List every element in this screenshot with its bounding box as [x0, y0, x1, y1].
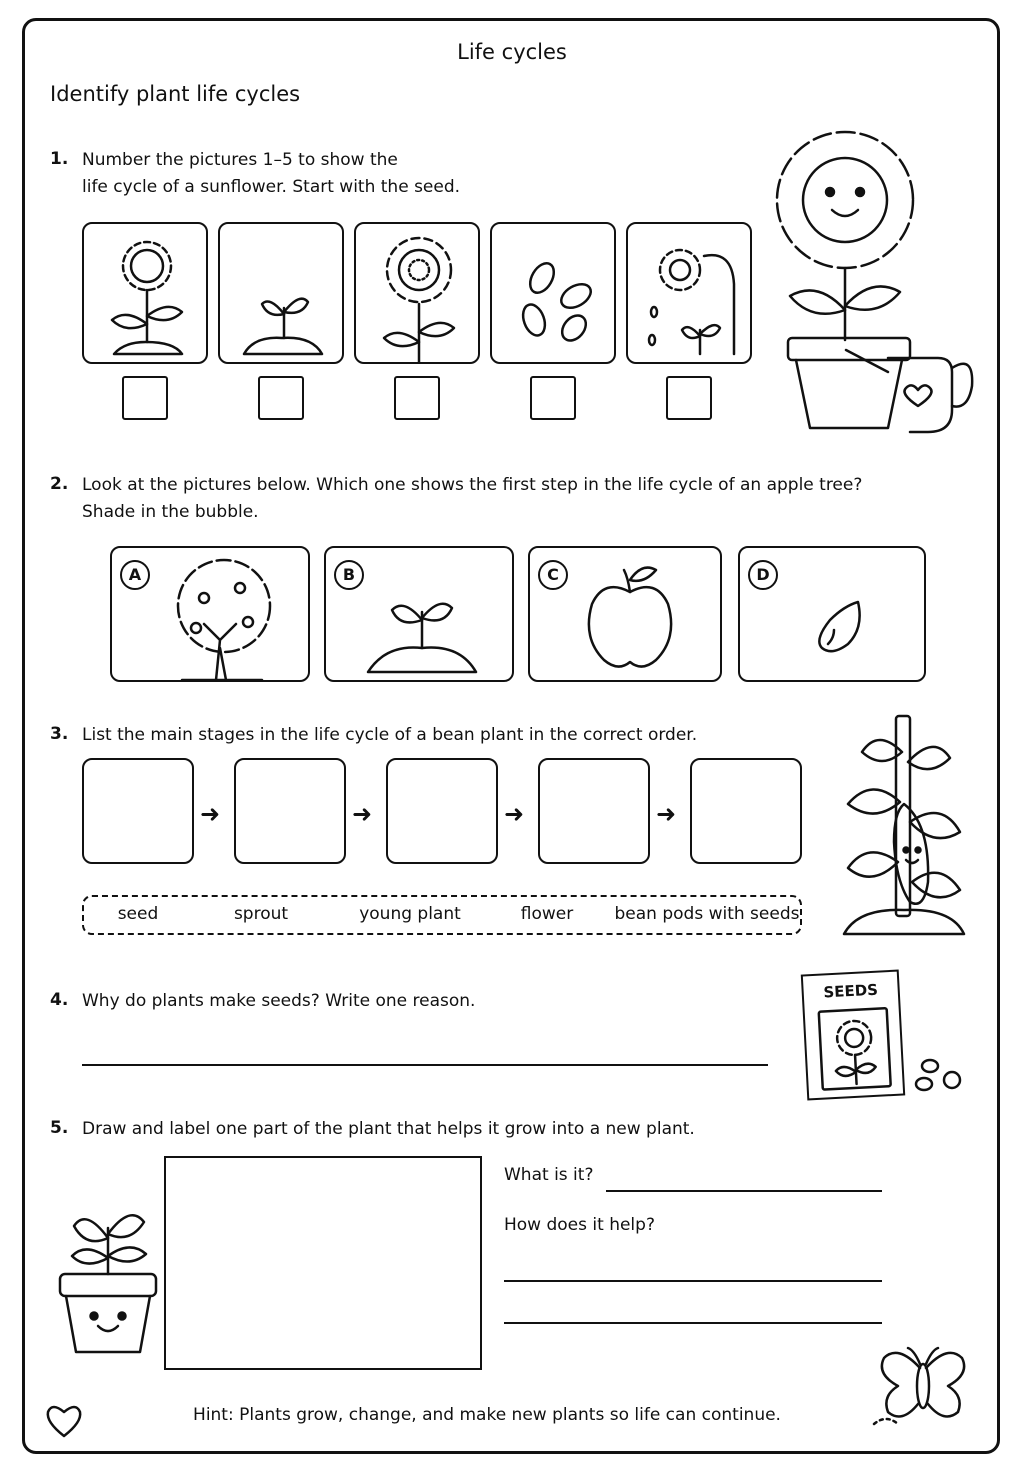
q3-stage-box-2[interactable] [234, 758, 346, 864]
q1-answer-box-1[interactable] [122, 376, 168, 420]
page-title: Life cycles [457, 40, 567, 64]
what-is-it-label: What is it? [504, 1165, 594, 1185]
arrow-right-icon: ➜ [200, 800, 221, 828]
packet-flower-icon [817, 1008, 895, 1092]
q5-number: 5. [50, 1118, 69, 1138]
q1-picture-2 [218, 222, 344, 364]
word-bank-item: seed [117, 904, 159, 924]
word-bank-item: bean pods with seeds [614, 904, 800, 924]
seed-packet [801, 970, 905, 1101]
loose-seeds-icon [908, 1054, 968, 1100]
smiling-potted-plant-icon [56, 1198, 160, 1358]
q1-number: 1. [50, 149, 69, 169]
smiling-sunflower-pot-icon [760, 110, 980, 440]
q1-picture-1 [82, 222, 208, 364]
q4-number: 4. [50, 990, 69, 1010]
bean-plant-icon [838, 712, 968, 942]
arrow-right-icon: ➜ [352, 800, 373, 828]
q5-text: Draw and label one part of the plant that helps it grow into a new plant. [82, 1119, 695, 1139]
q4-text: Why do plants make seeds? Write one reason. [82, 991, 476, 1011]
arrow-right-icon: ➜ [656, 800, 677, 828]
q1-picture-3 [354, 222, 480, 364]
word-bank-item: flower [520, 904, 574, 924]
q2-bubble-a[interactable]: A [120, 560, 150, 590]
q1-text-line1: Number the pictures 1–5 to show the [82, 150, 398, 170]
q1-answer-box-5[interactable] [666, 376, 712, 420]
what-is-it-line[interactable] [606, 1190, 882, 1192]
blooming-sunflower-icon [356, 224, 482, 366]
q1-answer-box-2[interactable] [258, 376, 304, 420]
q2-bubble-d[interactable]: D [748, 560, 778, 590]
hint-text: Hint: Plants grow, change, and make new plants so life can continue. [193, 1405, 781, 1425]
q3-text: List the main stages in the life cycle of a bean plant in the correct order. [82, 725, 698, 745]
q3-number: 3. [50, 724, 69, 744]
q2-number: 2. [50, 474, 69, 494]
q1-picture-5 [626, 222, 752, 364]
arrow-right-icon: ➜ [504, 800, 525, 828]
q2-bubble-c[interactable]: C [538, 560, 568, 590]
seed-packet-label: SEEDS [822, 980, 879, 1002]
q2-option-d-card[interactable] [738, 546, 926, 682]
q1-text [82, 147, 460, 201]
wilting-sunflower-icon [628, 224, 754, 366]
word-bank-item: sprout [233, 904, 289, 924]
q3-stage-box-4[interactable] [538, 758, 650, 864]
apple-tree-icon [112, 548, 312, 684]
q2-text [82, 472, 862, 526]
q1-answer-box-3[interactable] [394, 376, 440, 420]
q3-stage-box-3[interactable] [386, 758, 498, 864]
how-does-it-help-line-2[interactable] [504, 1322, 882, 1324]
q4-answer-line[interactable] [82, 1064, 768, 1066]
q3-stage-box-1[interactable] [82, 758, 194, 864]
q1-answer-box-4[interactable] [530, 376, 576, 420]
q2-option-c-card[interactable] [528, 546, 722, 682]
q2-option-a-card[interactable] [110, 546, 310, 682]
sunflower-sprouting-icon [84, 224, 210, 366]
word-bank-item: young plant [359, 904, 461, 924]
q2-text-line1: Look at the pictures below. Which one shows the first step in the life cycle of an apple tree? [82, 475, 863, 495]
q5-drawing-box[interactable] [164, 1156, 482, 1370]
page-subtitle: Identify plant life cycles [50, 82, 301, 106]
q2-text-line2: Shade in the bubble. [82, 502, 259, 522]
q3-stage-box-5[interactable] [690, 758, 802, 864]
how-does-it-help-label: How does it help? [504, 1215, 655, 1235]
q2-option-b-card[interactable] [324, 546, 514, 682]
q1-picture-4 [490, 222, 616, 364]
q1-text-line2: life cycle of a sunflower. Start with the seed. [82, 177, 461, 197]
seeds-icon [492, 224, 618, 366]
how-does-it-help-line-1[interactable] [504, 1280, 882, 1282]
seed-icon [740, 548, 928, 684]
apple-icon [530, 548, 724, 684]
q2-bubble-b[interactable]: B [334, 560, 364, 590]
seedling-icon [326, 548, 516, 684]
seedling-icon [220, 224, 346, 366]
